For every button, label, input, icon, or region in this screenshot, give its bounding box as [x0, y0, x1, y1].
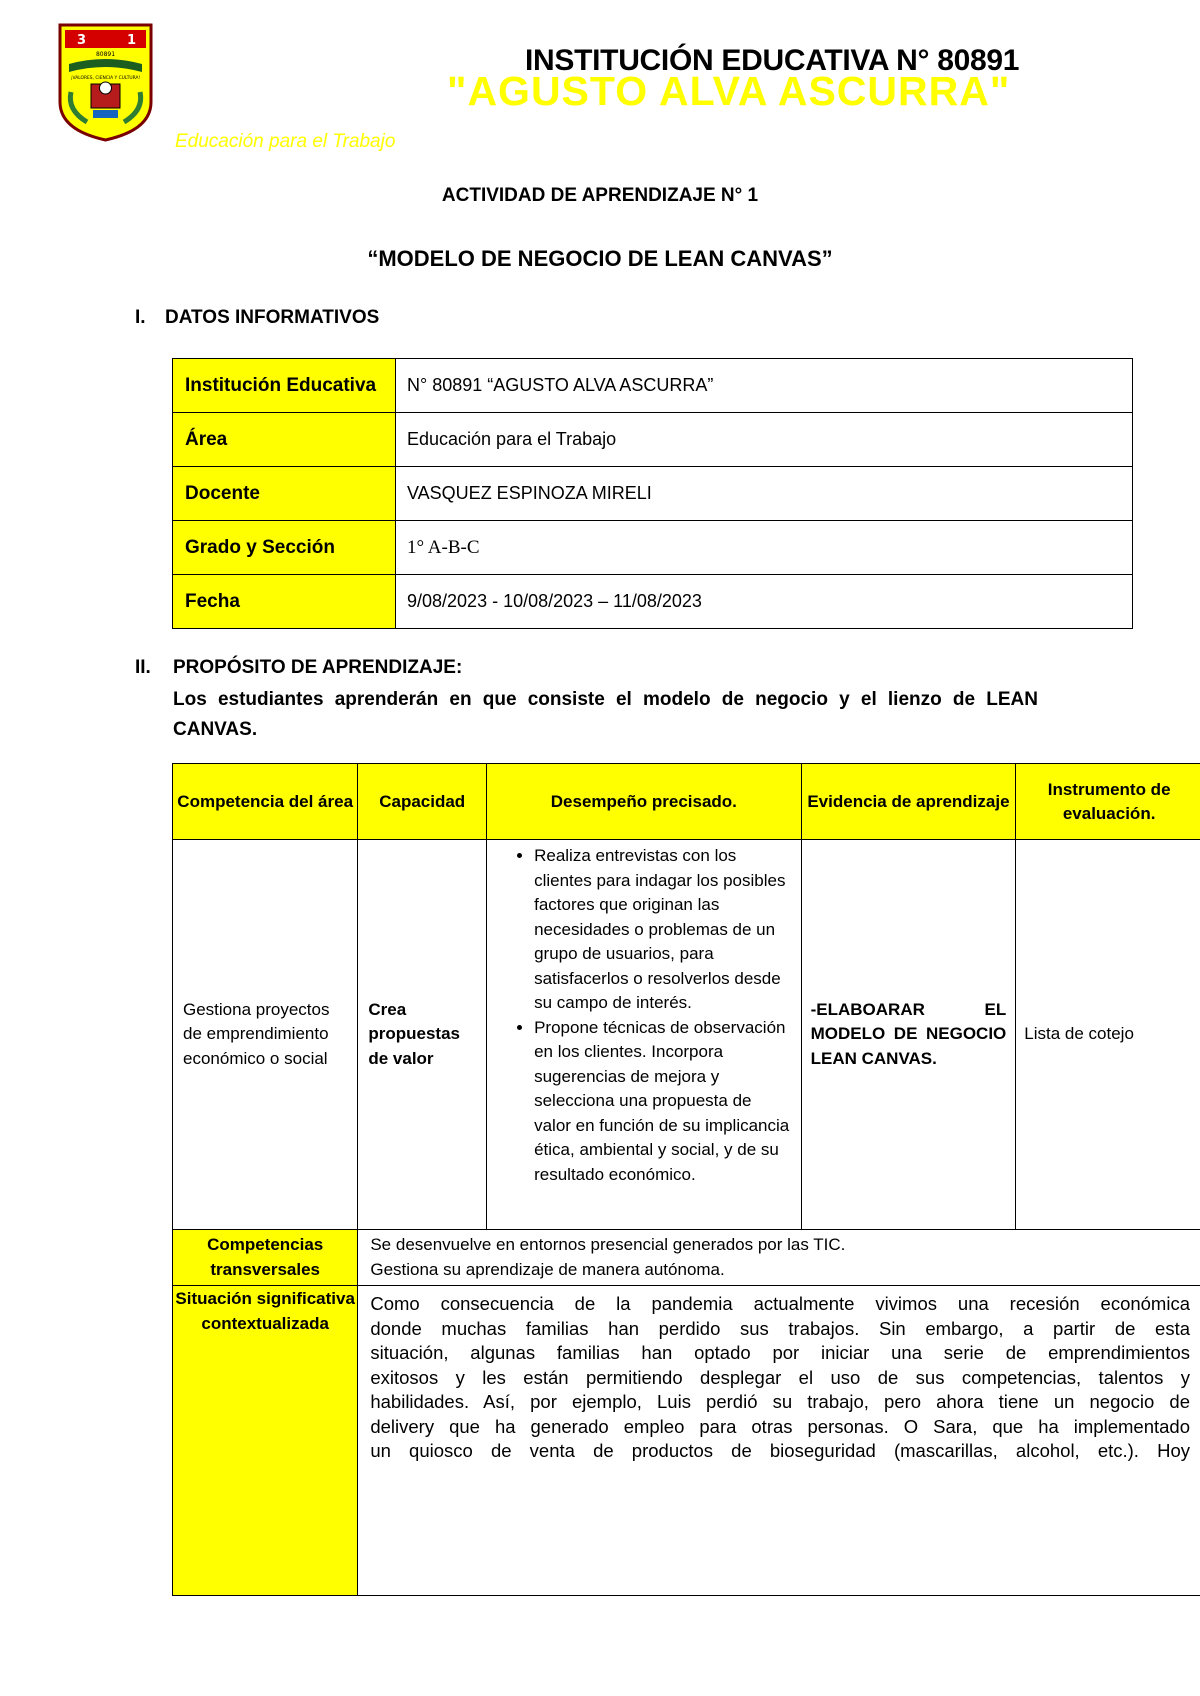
header-capacidad: Capacidad: [358, 764, 487, 840]
situacion-line: habilidades. Así, por ejemplo, Luis perdió su trabajo, pero ahora tiene un negocio de: [370, 1391, 1190, 1412]
datos-value: 1° A-B-C: [396, 521, 1133, 575]
transversal-item: Gestiona su aprendizaje de manera autónoma.: [370, 1259, 725, 1279]
instrumento-cell: Lista de cotejo: [1016, 840, 1200, 1230]
list-item: • Realiza entrevistas con los clientes para indagar los posibles factores que originan las necesidades o problemas de un grupo de usuarios, para satisfacerlos o resolverlos desde su campo de interés.: [534, 844, 793, 1016]
table-row: [173, 1230, 1200, 1286]
situacion-label: Situación significativa contextualizada: [173, 1286, 358, 1596]
competencia-cell: Gestiona proyectos de emprendimiento económico o social: [173, 840, 358, 1230]
purpose-line-2: CANVAS.: [173, 719, 258, 740]
table-row: [173, 359, 1133, 413]
header-competencia: Competencia del área: [173, 764, 358, 840]
datos-key: Fecha: [173, 575, 396, 629]
situacion-line: situación, algunas familias han optado por iniciar una serie de emprendimientos: [370, 1342, 1190, 1363]
table-row: [173, 1286, 1200, 1596]
datos-key: Área: [173, 413, 396, 467]
table-row: [173, 840, 1200, 1230]
datos-key: Docente: [173, 467, 396, 521]
transversal-item: Se desenvuelve en entornos presencial generados por las TIC.: [370, 1235, 846, 1254]
document-title: “MODELO DE NEGOCIO DE LEAN CANVAS”: [367, 246, 833, 271]
situacion-cell: [358, 1286, 1200, 1596]
situacion-line: exitosos y les están permitiendo desplegar el uso de sus competencias, talentos y: [370, 1366, 1190, 1388]
datos-informativos-table: [172, 358, 1133, 629]
logo-banner-number: 80891: [95, 51, 116, 58]
datos-key: Grado y Sección: [173, 521, 396, 575]
desempeno-cell: [487, 840, 802, 1230]
capacidad-cell: Crea propuestas de valor: [358, 840, 487, 1230]
desempeno-list: [487, 844, 793, 1187]
school-name: "AGUSTO ALVA ASCURRA": [447, 68, 1011, 114]
transversales-cell: [358, 1230, 1200, 1286]
table-row: [173, 467, 1133, 521]
section-1-number: I.: [135, 307, 146, 328]
datos-value: Educación para el Trabajo: [396, 413, 1133, 467]
header-desempeno: Desempeño precisado.: [487, 764, 802, 840]
institution-name: INSTITUCIÓN EDUCATIVA N° 80891: [525, 44, 1020, 77]
situacion-line: delivery que ha generado empleo para otras personas. O Sara, que ha implementado: [370, 1415, 1190, 1437]
activity-title: ACTIVIDAD DE APRENDIZAJE N° 1: [441, 185, 759, 206]
table-header-row: [173, 764, 1200, 840]
table-row: [173, 413, 1133, 467]
header-evidencia: Evidencia de aprendizaje: [801, 764, 1016, 840]
logo-number-right: 1: [127, 33, 137, 48]
situacion-line: Como consecuencia de la pandemia actualmente vivimos una recesión económica: [370, 1293, 1190, 1314]
transversales-label: Competencias transversales: [173, 1230, 358, 1286]
purpose-line-1: Los estudiantes aprenderán en que consiste el modelo de negocio y el lienzo de LEAN: [173, 689, 1038, 710]
logo-motto: ¡VALORES, CIENCIA Y CULTURA!: [70, 76, 141, 81]
competencias-table: [172, 763, 1200, 1596]
table-row: [173, 575, 1133, 629]
section-2-title: PROPÓSITO DE APRENDIZAJE:: [173, 657, 463, 678]
datos-value: VASQUEZ ESPINOZA MIRELI: [396, 467, 1133, 521]
area-tag: Educación para el Trabajo: [175, 131, 396, 152]
section-1-title: DATOS INFORMATIVOS: [165, 307, 380, 328]
section-1-heading: [135, 307, 379, 329]
logo-number-left: 3: [77, 33, 87, 48]
header-instrumento: Instrumento de evaluación.: [1016, 764, 1200, 840]
situacion-line: donde muchas familias han perdido sus trabajos. Sin embargo, a partir de esta: [370, 1317, 1190, 1339]
evidencia-cell: -ELABOARAR EL MODELO DE NEGOCIO LEAN CANVAS.: [801, 840, 1016, 1230]
datos-value: N° 80891 “AGUSTO ALVA ASCURRA”: [396, 359, 1133, 413]
section-2-number: II.: [135, 657, 151, 678]
section-2-heading: [135, 657, 462, 679]
datos-key: Institución Educativa: [173, 359, 396, 413]
school-logo: [57, 22, 154, 142]
list-item: • Propone técnicas de observación en los clientes. Incorpora sugerencias de mejora y selecciona una propuesta de valor en función de su implicancia ética, ambiental y social, y de su resultado económico.: [534, 1016, 793, 1188]
situacion-line: un quiosco de venta de productos de bioseguridad (mascarillas, alcohol, etc.). Hoy: [370, 1440, 1190, 1461]
torch-icon: [100, 82, 112, 94]
table-row: [173, 521, 1133, 575]
datos-value: 9/08/2023 - 10/08/2023 – 11/08/2023: [396, 575, 1133, 629]
